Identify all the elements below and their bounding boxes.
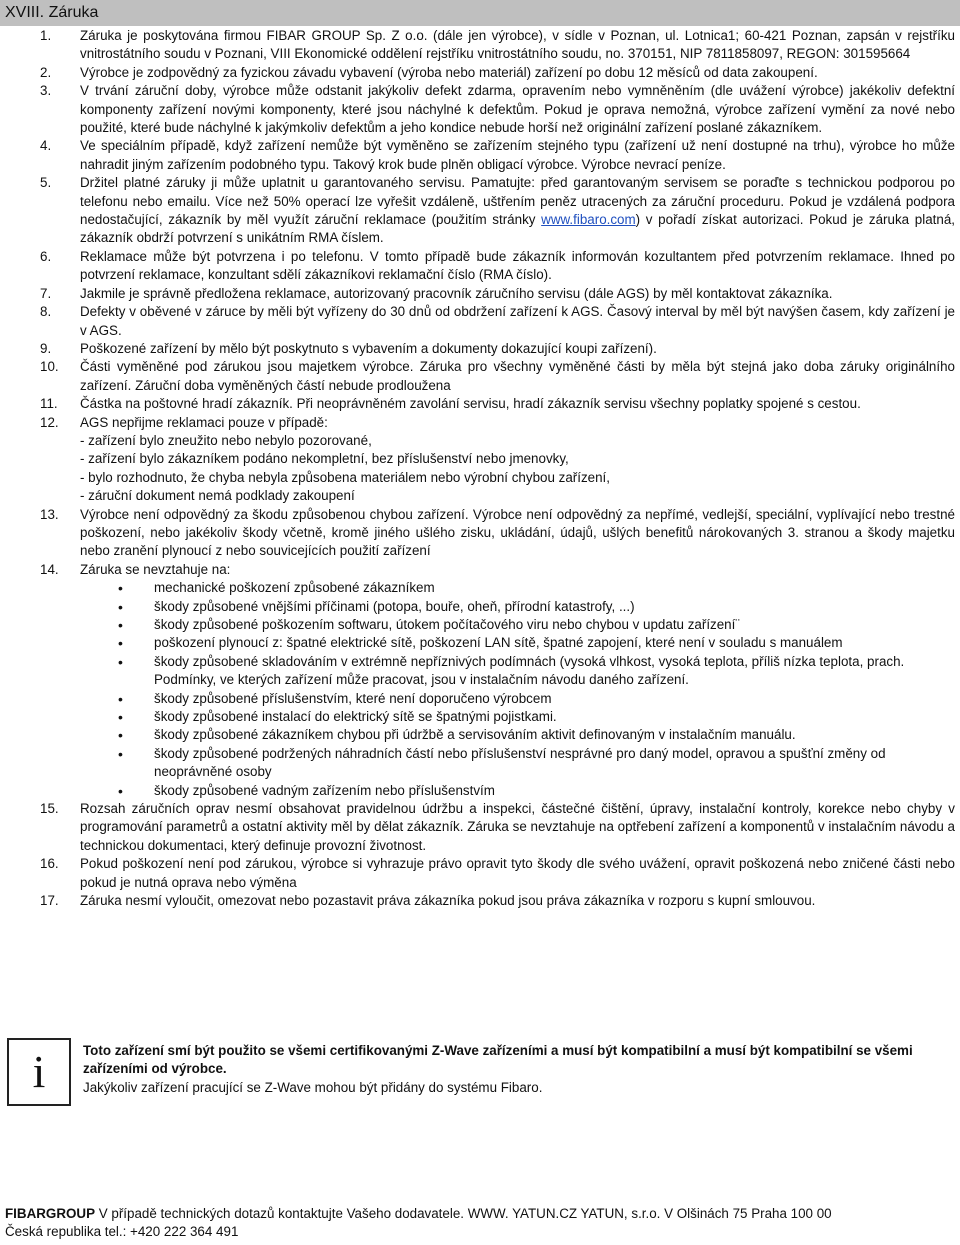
clause-text [80,248,955,285]
clause-number: 12. [40,414,59,430]
footer-brand: FIBARGROUP [5,1206,96,1221]
clause-text [80,358,955,395]
clause-paragraph: Pokud poškození není pod zárukou, výrobce si vyhrazuje právo opravit tyto škody dle svého uvážení, opravit poškozená nebo zničené části nebo pokud je nutná oprava nebo výměna [80,856,955,890]
clause-text [80,414,955,506]
clause-paragraph: Jakmile je správně předložena reklamace, autorizovaný pracovník záručního servisu (dále AGS) by měl kontaktovat zákazníka. [80,285,833,301]
warranty-clause [0,395,960,413]
clause-number: 10. [40,359,59,375]
exclusion-text: • mechanické poškození způsobené zákazníkem [154,580,435,596]
exclusion-item [0,708,960,726]
exclusion-text: • škody způsobené vadným zařízením nebo příslušenstvím [154,782,495,798]
clause-text [80,340,955,358]
clause-paragraph: ) v pořadí získat autorizaci. Pokud je záruka platná, zákazník obdrží potvrzení s unikátním RMA číslem. [80,212,955,246]
warranty-clause [0,561,960,579]
fibaro-link[interactable]: www.fibaro.com [541,212,636,228]
exclusion-text: • poškození plynoucí z: špatné elektrické sítě, poškození LAN sítě, špatné zapojení, které není v souladu s manuálem [154,635,843,651]
exclusion-item [0,653,960,690]
clause-number: 13. [40,506,59,522]
warranty-clause [0,174,960,248]
warranty-clause [0,27,960,64]
exclusion-item [0,782,960,800]
info-notice [7,1038,957,1108]
clause-paragraph: Výrobce není odpovědný za škodu způsobenou chybou zařízení. Výrobce není odpovědný za nepřímé, vedlejší, speciální, vyplívající nebo trestné poškození, nebo jakékoliv škody včetně, kromě jiného ušlého zisku, ukládání, údajů, ušlých benefitů nárokovaných 3. stranou a škody majetku nebo zranění plynoucí z nebo souvicejících použití zařízení [80,506,955,559]
warranty-clauses [0,27,960,911]
notice-normal-text: Jakýkoliv zařízení pracující se Z-Wave mohou být přidány do systému Fibaro. [83,1079,543,1095]
clause-number: 1. [40,28,52,43]
clause-number: 7. [40,285,52,301]
clause-text [80,800,955,855]
notice-text [83,1042,953,1097]
clause-text [80,506,955,561]
warranty-clause [0,82,960,137]
clause-intro: AGS nepřijme reklamaci pouze v případě: [80,414,328,430]
clause-text [80,855,955,892]
notice-bold-text: Toto zařízení smí být použito se všemi certifikovanými Z-Wave zařízeními a musí být kompatibilní a musí být kompatibilní se všemi zařízeními od výrobce. [83,1043,913,1077]
clause-intro: Záruka se nevztahuje na: [80,561,231,577]
exclusion-list [0,579,960,800]
exclusion-text: • škody způsobené příslušenstvím, které není doporučeno výrobcem [154,690,552,706]
exclusion-text: • škody způsobené podržených náhradních částí nebo příslušenství nesprávné pro daný model, opravou a spušťní změny od neoprávněné osoby [154,745,886,780]
clause-paragraph: Výrobce je zodpovědný za fyzickou závadu vybavení (výroba nebo materiál) zařízení po dobu 12 měsíců od data zakoupení. [80,64,818,80]
exclusion-item [0,616,960,634]
warranty-clause [0,892,960,910]
clause-text [80,82,955,137]
clause-paragraph: Ve speciálním případě, když zařízení nemůže být vyměněno se zařízením stejného typu (zařízení už není dostupné na trhu), výrobce ho může nahradit jiným zařízením podobného typu. Takový krok bude plněn obligací výrobce. Výrobce nevrací peníze. [80,138,955,172]
dash-item: - záruční dokument nemá podklady zakoupení [80,488,355,504]
clause-text [80,892,955,910]
clause-text [80,561,955,579]
dash-item: - zařízení bylo zneužito nebo nebylo pozorované, [80,432,372,448]
clause-number: 17. [40,893,59,909]
clause-text [80,64,955,82]
section-title: XVIII. Záruka [5,4,99,21]
clause-text [80,285,955,303]
clause-paragraph: Záruka nesmí vyloučit, omezovat nebo pozastavit práva zákazníka pokud jsou práva zákazníka v rozporu s kupní smlouvou. [80,893,816,909]
exclusion-item [0,634,960,652]
exclusion-item [0,726,960,744]
footer [5,1205,955,1241]
exclusion-item [0,745,960,782]
clause-number: 4. [40,138,52,154]
dash-item: - zařízení bylo zákazníkem podáno nekompletní, bez příslušenství nebo jmenovky, [80,451,569,467]
clause-paragraph: Poškozené zařízení by mělo být poskytnuto s vybavením a dokumenty dokazující koupi zařízení). [80,340,657,356]
warranty-clause [0,414,960,506]
exclusion-text: • škody způsobené skladováním v extrémně nepříznivých podímnách (vysoká vlhkost, vysoká teplota, příliš nízka teplota, prach. Podmínky, ve kterých zařízení může pracovat, jsou v instalačním návodu daného zařízení. [154,653,905,688]
footer-line1: V případě technických dotazů kontaktujte Vašeho dodavatele. WWW. YATUN.CZ YATUN, s.r.o. V Olšinách 75 Praha 100 00 [95,1206,832,1221]
clause-number: 9. [40,340,52,356]
warranty-clause [0,137,960,174]
exclusion-item [0,690,960,708]
clause-number: 16. [40,856,59,872]
exclusion-text: • škody způsobené zákazníkem chybou při údržbě a servisováním aktivit definovaným v instalačním manuálu. [154,727,796,743]
dash-item: - bylo rozhodnuto, že chyba nebyla způsobena materiálem nebo výrobní chybou zařízení, [80,469,610,485]
warranty-clause [0,800,960,855]
clause-paragraph: Reklamace může být potvrzena i po telefonu. V tomto případě bude zákazník informován kozultantem před potvrzením reklamace. Ihned po potvrzení reklamace, konzultant sdělí zákazníkovi reklamační číslo (RMA číslo). [80,248,955,283]
clause-number: 8. [40,304,52,320]
warranty-clause [0,303,960,340]
exclusion-text: • škody způsobené poškozením softwaru, útokem počítačového viru nebo chybou v updatu zařízení¨ [154,617,740,632]
clause-number: 15. [40,801,59,817]
exclusion-text: • škody způsobené instalací do elektrický sítě se špatnými pojistkami. [154,709,557,725]
clause-paragraph: Záruka je poskytována firmou FIBAR GROUP Sp. Z o.o. (dále jen výrobce), v sídle v Poznan, ul. Lotnica1; 60-421 Poznan, zapsán v rejstříku vnitrostátního soudu v Poznani, VIII Ekonomické oddělení rejstříku vnitrostátního soudu, no. 370151, NIP 7811858097, REGON: 301595664 [80,28,955,62]
clause-paragraph: Části vyměněné pod zárukou jsou majetkem výrobce. Záruka pro všechny vyměněné části by měla být stejná jako doba záruky originálního zařízení. Záruční doba vyměněných částí nebude prodloužena [80,359,955,393]
clause-number: 5. [40,175,52,191]
clause-number: 14. [40,561,59,577]
exclusion-item [0,579,960,597]
clause-paragraph: Rozsah záručních oprav nesmí obsahovat pravidelnou údržbu a inspekci, částečné čištění, úpravy, instalační kontroly, korekce nebo chyby v programování parametrů a ostatní aktivity měl by dělat zákazník. Záruka se nevztahuje na optřebení zařízení a komponentů v instalačním návodu a technickou dokumentaci, který definuje provozní životnost. [80,801,955,853]
clause-number: 2. [40,64,52,80]
clause-paragraph: Defekty v oběvené v záruce by měli být vyřízeny do 30 dnů od obdržení zařízení k AGS. Časový interval by měl být navýšen časem, kdy zařízení je v AGS. [80,304,955,338]
clause-text [80,174,955,248]
clause-number: 6. [40,248,52,264]
clause-paragraph: Částka na poštovné hradí zákazník. Při neoprávněném zavolání servisu, hradí zákazník servisu všechny poplatky spojené s cestou. [80,396,861,412]
section-header [0,0,960,26]
clause-text [80,27,955,64]
info-icon: i [7,1038,71,1106]
exclusion-text: • škody způsobené vnějšími příčinami (potopa, bouře, oheň, přírodní katastrofy, ...) [154,598,635,614]
clause-text [80,303,955,340]
clause-number: 11. [40,396,58,412]
warranty-clause [0,358,960,395]
clause-text [80,137,955,174]
clause-number: 3. [40,83,52,99]
clause-text [80,395,955,413]
clause-paragraph: Držitel platné záruky ji může uplatnit u garantovaného servisu. Pamatujte: před garantovaným servisem se poraďte s technickou podporou po telefonu nebo emailu. Více než 50% operací lze vyřešit vzdáleně, uštřením peněz utracených za záruční proceduru. Pokud je vzdálená podpora nedostačující, zákazník by měl využít záruční reklamace (použitím stránky [80,175,955,228]
warranty-clause [0,506,960,561]
warranty-clause [0,285,960,303]
warranty-clause [0,855,960,892]
warranty-clause [0,248,960,285]
footer-line2: Česká republika tel.: +420 222 364 491 [5,1224,239,1239]
exclusion-item [0,598,960,616]
warranty-clause [0,64,960,82]
warranty-clause [0,340,960,358]
clause-paragraph: V trvání záruční doby, výrobce může odstanit jakýkoliv defekt zdarma, opravením nebo vymněněním (dle uvážení výrobce) jakékoliv defektní komponenty zařízení novými komponenty, které jsou náchylné k defektům. Pokud je oprava nemožná, výrobce zařízení vymění za nové nebo použité, které bude náchylné k jakýmkoliv defektům a jeho kondice nebude horší než originální zařízení poslané zákazníkem. [80,83,955,136]
